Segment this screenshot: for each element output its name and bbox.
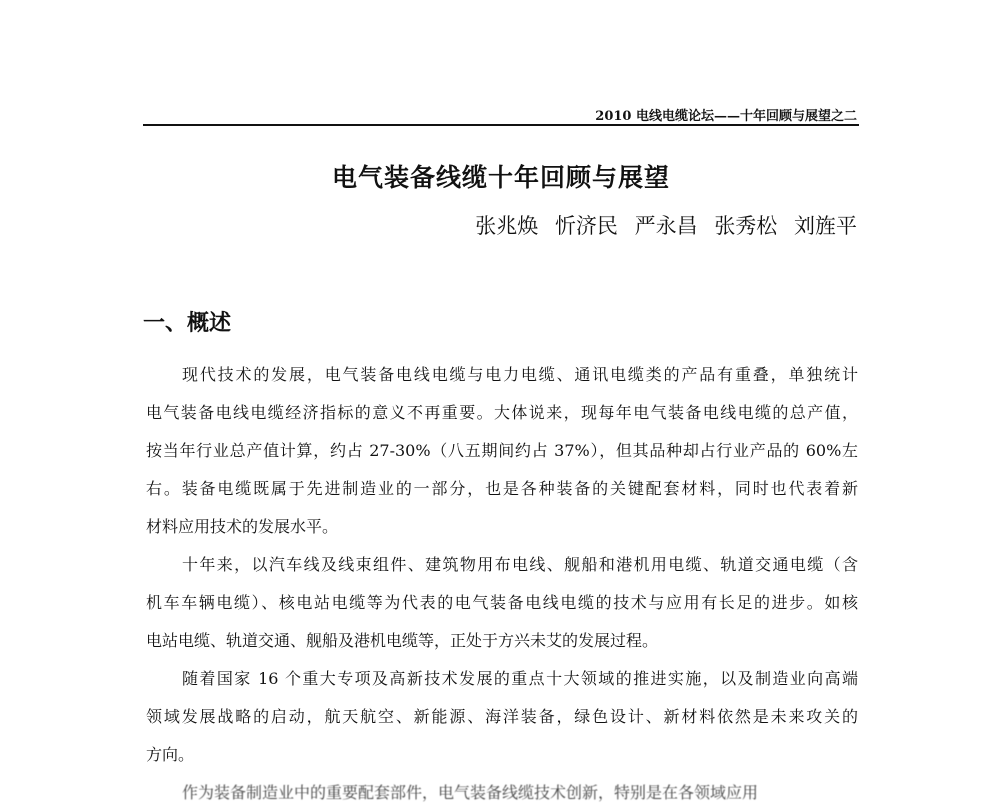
paragraph-line: 右。装备电缆既属于先进制造业的一部分，也是各种装备的关键配套材料，同时也代表着新 — [146, 479, 858, 498]
paragraph-line: 现代技术的发展，电气装备电线电缆与电力电缆、通讯电缆类的产品有重叠，单独统计 — [182, 365, 858, 384]
section-heading: 一、概述 — [143, 310, 232, 336]
running-header: 2010 电线电缆论坛——十年回顾与展望之二 — [595, 109, 857, 124]
author-list — [465, 210, 857, 240]
paragraph-line: 电站电缆、轨道交通、舰船及港机电缆等，正处于方兴未艾的发展过程。 — [146, 631, 659, 650]
paragraph-line-cutoff: 作为装备制造业中的重要配套部件，电气装备线缆技术创新，特别是在各领域应用 — [182, 783, 759, 802]
author-name: 张兆焕 — [475, 214, 539, 238]
paragraph-line: 随着国家 16 个重大专项及高新技术发展的重点十大领域的推进实施，以及制造业向高端 — [182, 669, 858, 688]
author-name: 张秀松 — [714, 214, 778, 238]
paragraph-line: 电气装备电线电缆经济指标的意义不再重要。大体说来，现每年电气装备电线电缆的总产值， — [146, 403, 858, 422]
author-name: 忻济民 — [554, 214, 618, 238]
document-title: 电气装备线缆十年回顾与展望 — [331, 163, 670, 192]
paragraph-line: 方向。 — [146, 745, 195, 764]
paragraph-line: 材料应用技术的发展水平。 — [146, 517, 339, 536]
paragraph-line: 十年来，以汽车线及线束组件、建筑物用布电线、舰船和港机用电缆、轨道交通电缆（含 — [182, 555, 858, 574]
paragraph-line: 按当年行业总产值计算，约占 27-30%（八五期间约占 37%），但其品种却占行业产品的 60%左 — [146, 441, 858, 460]
body-text — [146, 356, 858, 812]
author-name: 严永昌 — [634, 214, 698, 238]
header-rule — [143, 124, 859, 126]
author-name: 刘旌平 — [794, 214, 857, 238]
paragraph-line: 机车车辆电缆）、核电站电缆等为代表的电气装备电线电缆的技术与应用有长足的进步。如核 — [146, 593, 858, 612]
paragraph-line: 领域发展战略的启动，航天航空、新能源、海洋装备，绿色设计、新材料依然是未来攻关的 — [146, 707, 858, 726]
